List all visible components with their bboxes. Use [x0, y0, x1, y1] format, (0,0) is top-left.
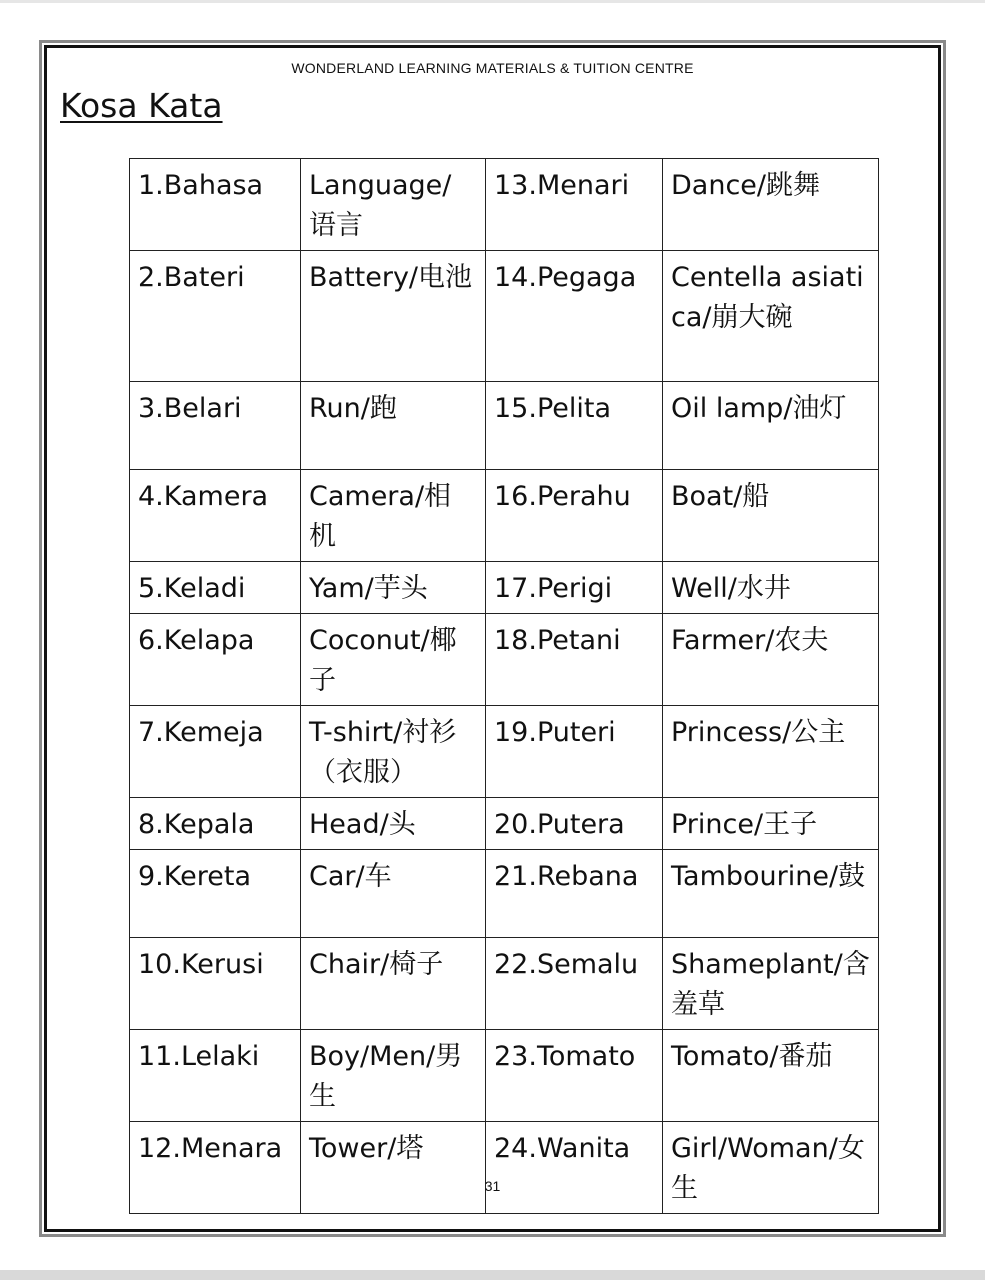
translation: Language/语言: [301, 159, 486, 251]
table-row: [130, 938, 879, 1030]
malay-word: 14.Pegaga: [486, 251, 663, 382]
translation: Tower/塔: [301, 1122, 486, 1214]
malay-word: 10.Kerusi: [130, 938, 301, 1030]
centre-header: WONDERLAND LEARNING MATERIALS & TUITION CENTRE: [291, 60, 694, 76]
translation: Chair/椅子: [301, 938, 486, 1030]
table-row: [130, 470, 879, 562]
table-row: [130, 382, 879, 470]
table-row: [130, 614, 879, 706]
malay-word: 6.Kelapa: [130, 614, 301, 706]
malay-word: 9.Kereta: [130, 850, 301, 938]
malay-word: 1.Bahasa: [130, 159, 301, 251]
translation: Car/车: [301, 850, 486, 938]
table-row: [130, 706, 879, 798]
malay-word: 22.Semalu: [486, 938, 663, 1030]
translation: Princess/公主: [663, 706, 879, 798]
malay-word: 24.Wanita: [486, 1122, 663, 1214]
malay-word: 16.Perahu: [486, 470, 663, 562]
malay-word: 4.Kamera: [130, 470, 301, 562]
malay-word: 15.Pelita: [486, 382, 663, 470]
malay-word: 13.Menari: [486, 159, 663, 251]
malay-word: 7.Kemeja: [130, 706, 301, 798]
table-row: [130, 1030, 879, 1122]
translation: Coconut/椰子: [301, 614, 486, 706]
table-row: [130, 798, 879, 850]
vocabulary-table: [129, 158, 879, 1214]
malay-word: 2.Bateri: [130, 251, 301, 382]
translation: Camera/相机: [301, 470, 486, 562]
translation: Yam/芋头: [301, 562, 486, 614]
malay-word: 21.Rebana: [486, 850, 663, 938]
translation: Shameplant/含羞草: [663, 938, 879, 1030]
page-number: 31: [484, 1178, 501, 1194]
malay-word: 11.Lelaki: [130, 1030, 301, 1122]
translation: Well/水井: [663, 562, 879, 614]
table-row: [130, 159, 879, 251]
translation: Battery/电池: [301, 251, 486, 382]
translation: Boy/Men/男生: [301, 1030, 486, 1122]
translation: Tambourine/鼓: [663, 850, 879, 938]
translation: Tomato/番茄: [663, 1030, 879, 1122]
translation: Prince/王子: [663, 798, 879, 850]
translation: Girl/Woman/女生: [663, 1122, 879, 1214]
translation: Boat/船: [663, 470, 879, 562]
malay-word: 17.Perigi: [486, 562, 663, 614]
table-row: [130, 1122, 879, 1214]
bottom-edge: [0, 1270, 985, 1280]
malay-word: 19.Puteri: [486, 706, 663, 798]
table-row: [130, 850, 879, 938]
translation: Farmer/农夫: [663, 614, 879, 706]
table-row: [130, 251, 879, 382]
malay-word: 3.Belari: [130, 382, 301, 470]
translation: Centella asiatica/崩大碗: [663, 251, 879, 382]
translation: Head/头: [301, 798, 486, 850]
translation: T-shirt/衬衫（衣服）: [301, 706, 486, 798]
malay-word: 20.Putera: [486, 798, 663, 850]
table-row: [130, 562, 879, 614]
malay-word: 12.Menara: [130, 1122, 301, 1214]
translation: Oil lamp/油灯: [663, 382, 879, 470]
page-title: Kosa Kata: [60, 86, 223, 125]
translation: Run/跑: [301, 382, 486, 470]
malay-word: 5.Keladi: [130, 562, 301, 614]
malay-word: 23.Tomato: [486, 1030, 663, 1122]
top-edge: [0, 0, 985, 3]
translation: Dance/跳舞: [663, 159, 879, 251]
malay-word: 18.Petani: [486, 614, 663, 706]
malay-word: 8.Kepala: [130, 798, 301, 850]
